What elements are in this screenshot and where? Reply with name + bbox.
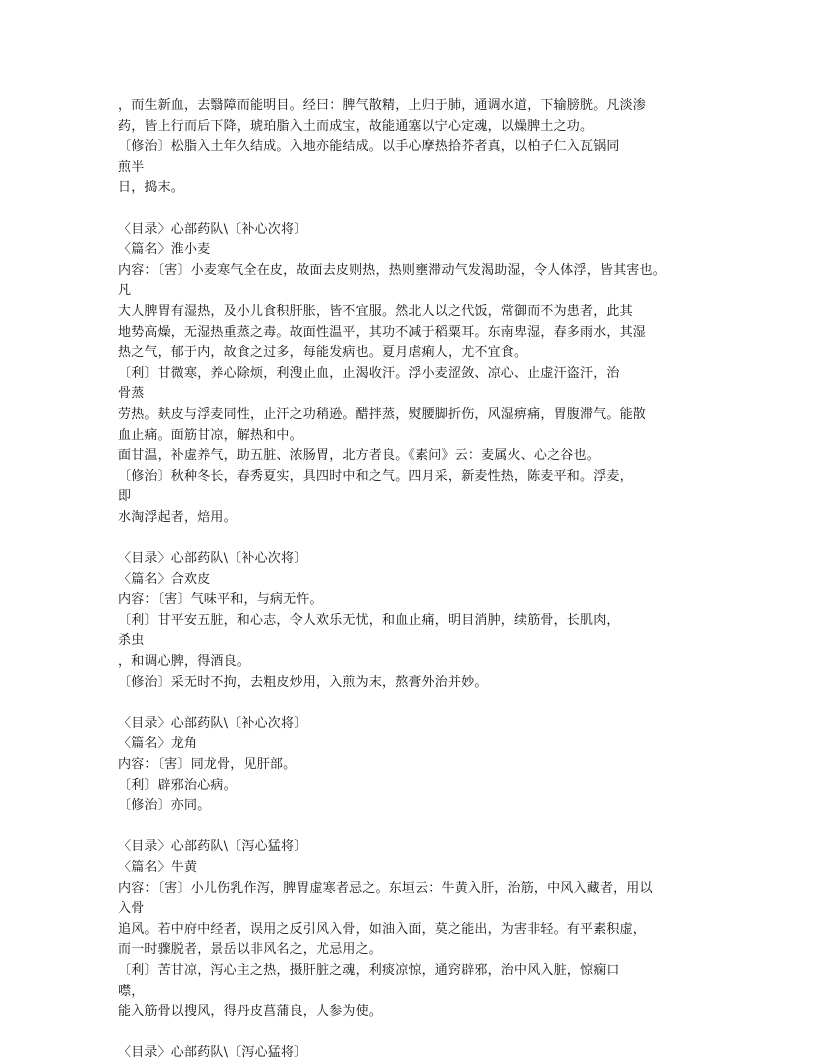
text-line: 能入筋骨以搜风，得丹皮菖蒲良，人参为使。 <box>118 1004 383 1020</box>
text-line: 面甘温，补虚养气，助五脏、浓肠胃，北方者良。《素问》云：麦属火、心之谷也。 <box>118 448 600 464</box>
text-line: 追风。若中府中经者，误用之反引风入骨，如油入面，莫之能出，为害非轻。有平素积虚， <box>118 921 647 937</box>
text-line: 煎半 <box>118 159 145 175</box>
text-line: 〔利〕甘平安五脏，和心志，令人欢乐无忧，和血止痛，明目消肿，续筋骨，长肌肉， <box>118 612 620 628</box>
catalog-line: 〈目录〉心部药队\〔泻心猛将〕 <box>118 1045 308 1061</box>
paragraph-gap <box>118 817 718 838</box>
entry-title: 〈篇名〉牛黄 <box>118 859 198 875</box>
entry-title: 〈篇名〉龙角 <box>118 736 198 752</box>
text-line: 地势高燥，无湿热重蒸之毒。故面性温平，其功不减于稻粟耳。东南卑湿，春多雨水，其湿 <box>118 324 647 340</box>
entry-title: 〈篇名〉合欢皮 <box>118 571 211 587</box>
catalog-line: 〈目录〉心部药队\〔补心次将〕 <box>118 715 308 731</box>
paragraph-gap <box>118 199 718 220</box>
text-line: ，和调心脾，得酒良。 <box>118 654 251 670</box>
text-block-amber-end <box>118 96 718 199</box>
entry-next <box>118 1043 718 1064</box>
catalog-line: 〈目录〉心部药队\〔泻心猛将〕 <box>118 839 308 855</box>
text-line: 〔利〕甘微寒，养心除烦，利溲止血，止渴收汗。浮小麦涩敛、凉心、止虚汗盗汗，治 <box>118 365 620 381</box>
text-line: 日，捣末。 <box>118 180 185 196</box>
text-line: 内容：〔害〕小麦寒气全在皮，故面去皮则热，热则壅滞动气发渴助湿，令人体浮，皆其害也。 <box>118 262 666 278</box>
catalog-line: 〈目录〉心部药队\〔补心次将〕 <box>118 551 308 567</box>
text-line: 大人脾胃有湿热，及小儿食积肝胀，皆不宜服。然北人以之代饭，常御而不为患者，此其 <box>118 303 633 319</box>
text-line: 〔修治〕松脂入土年久结成。入地亦能结成。以手心摩热拾芥者真，以柏子仁入瓦锅同 <box>118 139 620 155</box>
paragraph-gap <box>118 528 718 549</box>
entry-dragon-horn <box>118 714 718 817</box>
text-line: 骨蒸 <box>118 386 145 402</box>
text-line: 劳热。麸皮与浮麦同性，止汗之功稍逊。醋拌蒸，熨腰脚折伤，风湿痹痛，胃腹滞气。能散 <box>118 406 647 422</box>
paragraph-gap <box>118 693 718 714</box>
entry-wheat <box>118 220 718 529</box>
text-line: 水淘浮起者，焙用。 <box>118 509 237 525</box>
text-line: 杀虫 <box>118 633 145 649</box>
text-line: 〔修治〕秋种冬长，春秀夏实，具四时中和之气。四月采，新麦性热，陈麦平和。浮麦， <box>118 468 633 484</box>
text-line: 血止痛。面筋甘凉，解热和中。 <box>118 427 303 443</box>
text-line: 即 <box>118 489 132 505</box>
entry-bezoar <box>118 837 718 1022</box>
entry-title: 〈篇名〉淮小麦 <box>118 242 211 258</box>
paragraph-gap <box>118 1023 718 1044</box>
text-line: 内容：〔害〕同龙骨，见肝部。 <box>118 757 297 772</box>
text-line: 〔利〕苦甘凉，泻心主之热，摄肝脏之魂，利痰凉惊，通窍辟邪，治中风入脏，惊痫口 <box>118 962 620 978</box>
text-line: 噤， <box>118 983 145 999</box>
document-page <box>118 96 718 1064</box>
text-line: 热之气，郁于内，故食之过多，每能发病也。夏月虐痢人，尤不宜食。 <box>118 345 528 361</box>
text-line: 〔修治〕亦同。 <box>118 798 211 814</box>
text-line: 药，皆上行而后下降，琥珀脂入土而成宝，故能通塞以宁心定魂，以燥脾土之功。 <box>118 118 594 134</box>
text-line: 入骨 <box>118 901 145 917</box>
text-line: 〔修治〕采无时不拘，去粗皮炒用，入煎为末，熬膏外治并妙。 <box>118 674 488 690</box>
text-line: 〔利〕辟邪治心病。 <box>118 777 237 793</box>
text-line: 而一时骤脱者，景岳以非风名之，尤忌用之。 <box>118 942 383 958</box>
catalog-line: 〈目录〉心部药队\〔补心次将〕 <box>118 221 308 237</box>
text-line: 内容：〔害〕小儿伤乳作泻，脾胃虚寒者忌之。东垣云：牛黄入肝，治筋，中风入藏者，用以 <box>118 880 653 896</box>
text-line: 内容：〔害〕气味平和，与病无忤。 <box>118 592 323 608</box>
text-line: ，而生新血，去翳障而能明目。经曰：脾气散精，上归于肺，通调水道，下输膀胱。凡淡渗 <box>118 98 647 113</box>
entry-albizia-bark <box>118 549 718 693</box>
text-line: 凡 <box>118 283 132 299</box>
